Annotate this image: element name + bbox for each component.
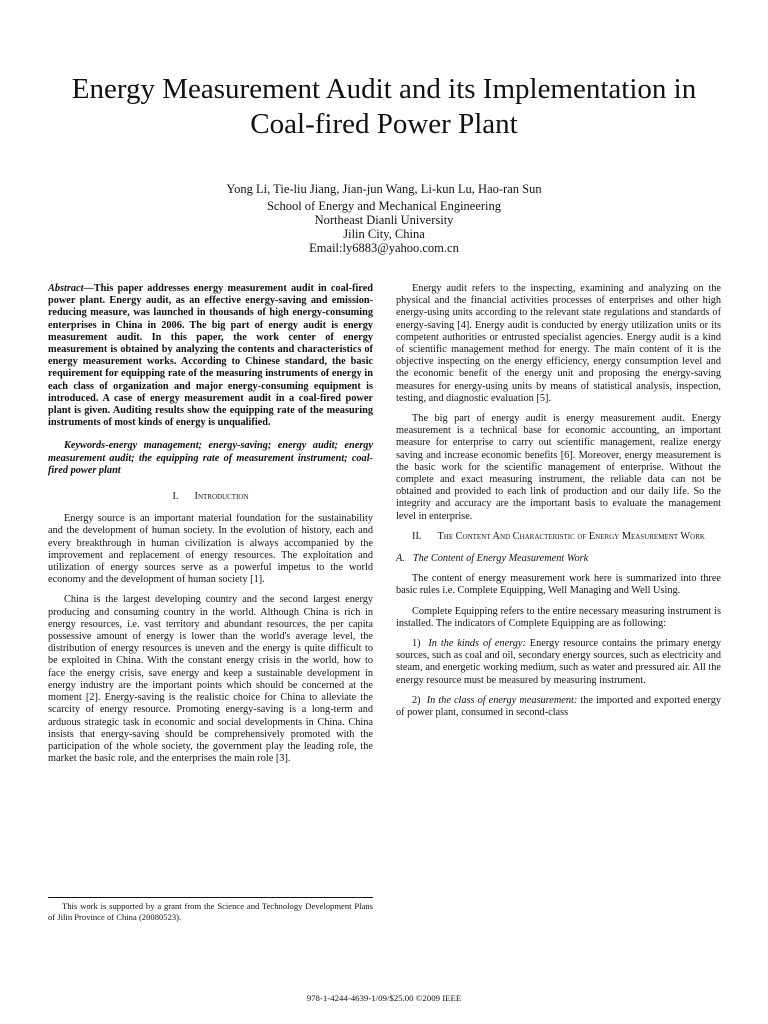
section-number: II. [412,530,422,542]
author-block [40,182,728,255]
subsection-number: A. [396,553,405,565]
right-column [396,283,721,727]
title-line-2: Coal-fired Power Plant [250,108,518,140]
affiliation: School of Energy and Mechanical Engineering [266,199,502,213]
keywords: Keywords-energy management; energy-saving; energy audit; energy measurement audit; the equipping rate of measurement instrument; coal-fired power plant [48,440,373,476]
list-text: Energy resource contains the primary energy sources, such as coal and oil, secondary energy sources, such as electricity and steam, and energetic working medium, such as water and pressured air. All the energy resource must be measured by measuring instrument. [396,638,721,686]
abstract-text: —This paper addresses energy measurement audit in coal-fired power plant. Energy audit, as an effective energy-saving and emission-reducing measure, was launched in thousands of high energy-consuming enterprises in China in 2006. The big part of energy audit is energy measurement audit. In this paper, the work center of energy measurement is obtained by analyzing the contents and characteristics of energy measurement works. According to Chinese standard, the basic requirement for equipping rate of the measuring instruments of energy in each class of organization and major energy-consuming equipment is introduced. A case of energy measurement audit in a coal-fired power plant is given. Auditing results show the equipping rate of the measuring instruments of most kinds of energy is unqualified. [48,283,373,429]
footnote: This work is supported by a grant from the Science and Technology Development Plans of Jilin Province of China (20080523). [48,901,373,922]
list-item-class-of-measurement [396,695,721,719]
section-title: Introduction [194,491,249,503]
body-paragraph-energy-audit: Energy audit refers to the inspecting, examining and analyzing on the physical and the financial activities processes of enterprises and other high energy-using units according to the relevant state regulations and standards of energy-saving [4]. Energy audit is conducted by energy utilization units or its competent authorities or entrusted specialist agencies. Energy audit is a kind of scientific management method for energy. The main content of it is the objective inspecting on the energy efficiency, energy consumption level and the economic benefit of the energy unit and proposing the energy-saving measures for energy-using units by means of statistical analysis, inspection, testing, and diagnostic evaluation [5]. [396,283,721,404]
content-paragraph-1: The content of energy measurement work here is summarized into three basic rules i.e. Complete Equipping, Well Managing and Well Using. [396,573,721,597]
list-number: 1) [412,638,421,650]
section-heading-introduction [48,491,373,503]
section-number: I. [172,491,179,503]
section-heading-content [396,531,721,543]
title-line-1: Energy Measurement Audit and its Implementation in [71,73,697,105]
email: Email:ly6883@yahoo.com.cn [309,241,459,255]
content-paragraph-2: Complete Equipping refers to the entire necessary measuring instrument is installed. The indicators of Complete Equipping are as following: [396,605,721,629]
author-names: Yong Li, Tie-liu Jiang, Jian-jun Wang, Li-kun Lu, Hao-ran Sun [226,182,542,196]
abstract-lead: Abstract [48,283,84,294]
intro-paragraph-1: Energy source is an important material foundation for the sustainability and the development of human society. In the evolution of history, each and every breakthrough in human civilization is always accompanied by the improvement and replacement of energy resources. The exploitation and utilization of energy sources serve as a powerful impetus to the world economy and the development of human society [1]. [48,513,373,586]
subsection-heading-a [396,553,721,565]
paper-title [40,72,728,142]
subsection-title: The Content of Energy Measurement Work [412,553,589,565]
list-text: the imported and exported energy of power plant, consumed in second-class [396,694,721,719]
intro-paragraph-2: China is the largest developing country and the second largest energy producing and consuming country in the world. Although China is rich in energy resources, i.e. vast territory and abundant resources, the per capita possessive amount of energy is lower than the world's average level, the distribution of energy resources is uneven and the energy is quite difficult to be exploited in China. With the constant energy crisis in the world, how to face the energy crisis, save energy and keep a sustainable development in energy industry are the important points which should be concerned at the moment [2]. Energy-saving is the realistic choice for China to alleviate the scarcity of energy resource. Promoting energy-saving is a long-term and arduous strategic task in economic and social developments in China. China insists that energy-saving should be comprehensively promoted with the participation of the whole society, the government play the leading role, the market the basic role, and the enterprises the main role [3]. [48,594,373,765]
list-number: 2) [412,694,421,706]
list-lead: In the class of energy measurement: [426,694,578,706]
footnote-divider [48,897,373,898]
list-lead: In the kinds of energy: [428,638,526,650]
page-footer: 978-1-4244-4639-1/09/$25.00 ©2009 IEEE [306,993,462,1003]
university: Northeast Dianli University [314,213,454,227]
list-item-kinds-of-energy [396,638,721,687]
left-column [48,283,373,773]
body-paragraph-measurement-audit: The big part of energy audit is energy measurement audit. Energy measurement is a technical base for economic accounting, an important measure for enterprise to carry out scientific management, realize energy saving and increase economic benefits [6]. Moreover, energy measurement is the basic work for the scientific management of enterprise. Without the complete and exact measuring instrument, the reliable data can not be obtained and provided to each link of production and our daily life. So the integrity and accuracy are the important basis to evaluate the management level in enterprise. [396,413,721,522]
section-title: The Content And Characteristic of Energy Measurement Work [437,530,705,542]
abstract [48,283,373,429]
city: Jilin City, China [343,227,425,241]
